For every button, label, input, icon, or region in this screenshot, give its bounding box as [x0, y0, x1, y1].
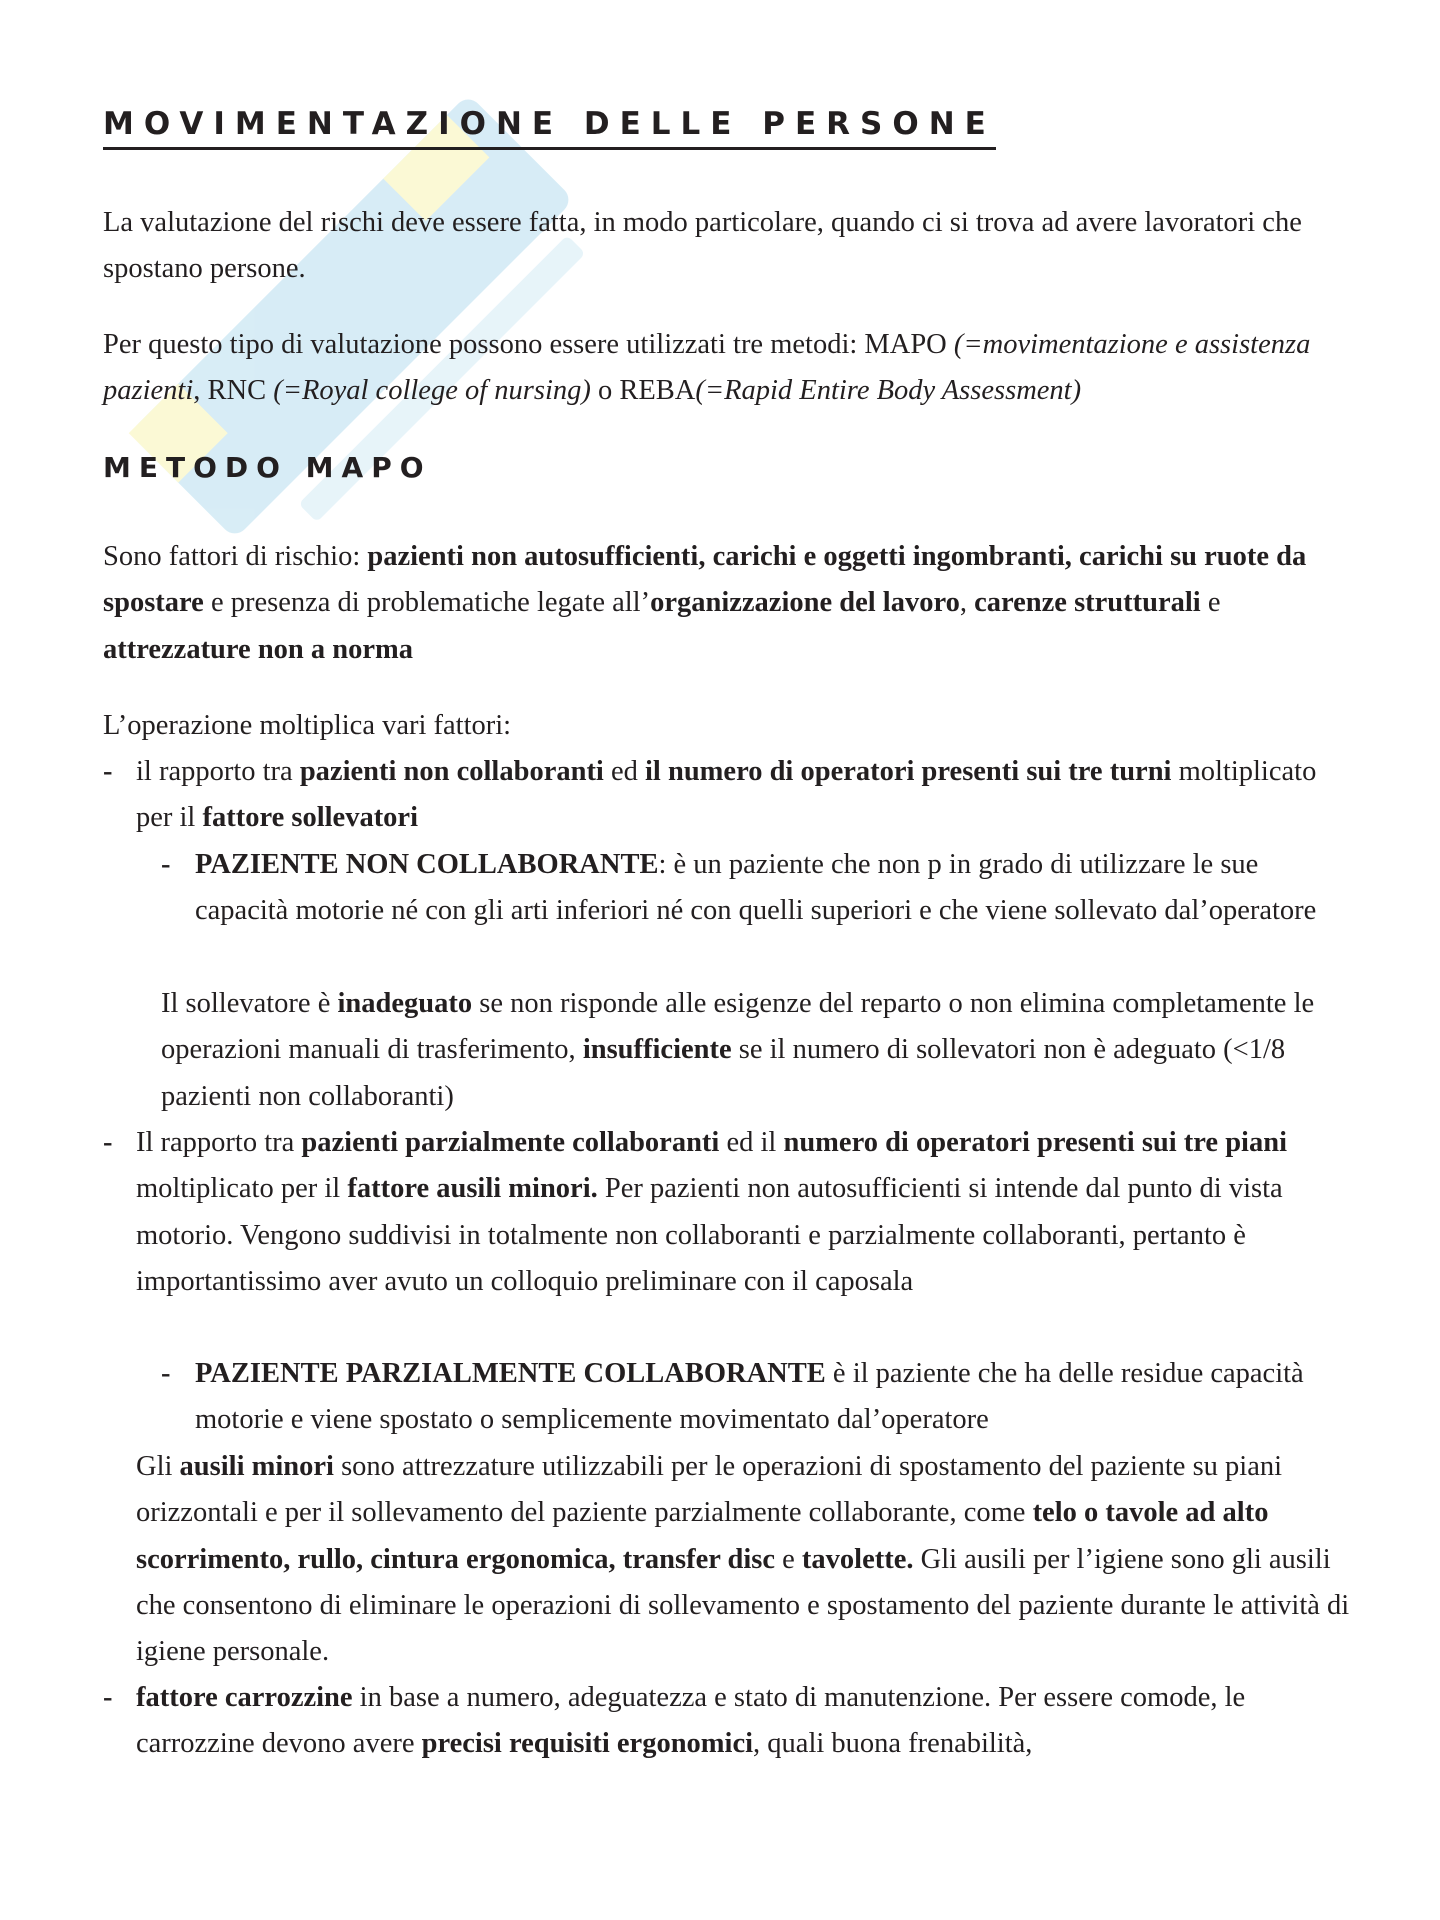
list-item: il rapporto tra pazienti non collaboranti ed il numero di operatori presenti sui tre turni moltiplicato per il fattore sollevatori — [136, 756, 1317, 834]
sub-list-item: PAZIENTE NON COLLABORANTE: è un paziente che non p in grado di utilizzare le sue capacità motorie né con gli arti inferiori né con quelli superiori e che viene sollevato dal’operatore — [195, 849, 1317, 927]
sub-list-item: PAZIENTE PARZIALMENTE COLLABORANTE è il paziente che ha delle residue capacità motorie e viene spostato o semplicemente movimentato dal’operatore — [195, 1358, 1304, 1436]
list-bullet: - — [161, 1358, 171, 1389]
intro-paragraph: La valutazione del rischi deve essere fatta, in modo particolare, quando ci si trova ad avere lavoratori che spostano persone. — [103, 207, 1302, 285]
aids-paragraph: Gli ausili minori sono attrezzature utilizzabili per le operazioni di spostamento del paziente su piani orizzontali e per il sollevamento del paziente parzialmente collaborante, come telo o tavole ad alto scorrimento, rullo, cintura ergonomica, transfer disc e tavolette. Gli ausili per l’igiene sono gli ausili che consentono di eliminare le operazioni di sollevamento e spostamento del paziente durante le attività di igiene personale. — [136, 1451, 1350, 1668]
page-title: MOVIMENTAZIONE DELLE PERSONE — [103, 104, 996, 150]
methods-paragraph: Per questo tipo di valutazione possono essere utilizzati tre metodi: MAPO (=movimentazione e assistenza pazienti, RNC (=Royal college of nursing) o REBA(=Rapid Entire Body Assessment) — [103, 329, 1311, 407]
list-item: Il rapporto tra pazienti parzialmente collaboranti ed il numero di operatori presenti sui tre piani moltiplicato per il fattore ausili minori. Per pazienti non autosufficienti si intende dal punto di vista motorio. Vengono suddivisi in totalmente non collaboranti e parzialmente collaboranti, pertanto è importantissimo aver avuto un colloquio preliminare con il caposala — [136, 1127, 1287, 1297]
list-item: fattore carrozzine in base a numero, adeguatezza e stato di manutenzione. Per essere comode, le carrozzine devono avere precisi requisiti ergonomici, quali buona frenabilità, — [136, 1682, 1246, 1760]
list-bullet: - — [161, 849, 171, 880]
list-bullet: - — [103, 756, 113, 787]
section-heading: METODO MAPO — [103, 451, 432, 484]
operation-intro: L’operazione moltiplica vari fattori: — [103, 710, 512, 741]
lift-paragraph: Il sollevatore è inadeguato se non risponde alle esigenze del reparto o non elimina completamente le operazioni manuali di trasferimento, insufficiente se il numero di sollevatori non è adeguato (<1/8 pazienti non collaboranti) — [161, 988, 1315, 1112]
list-bullet: - — [103, 1682, 113, 1713]
risk-factors-paragraph: Sono fattori di rischio: pazienti non autosufficienti, carichi e oggetti ingombranti, carichi su ruote da spostare e presenza di problematiche legate all’organizzazione del lavoro, carenze strutturali e attrezzature non a norma — [103, 541, 1307, 665]
list-bullet: - — [103, 1127, 113, 1158]
